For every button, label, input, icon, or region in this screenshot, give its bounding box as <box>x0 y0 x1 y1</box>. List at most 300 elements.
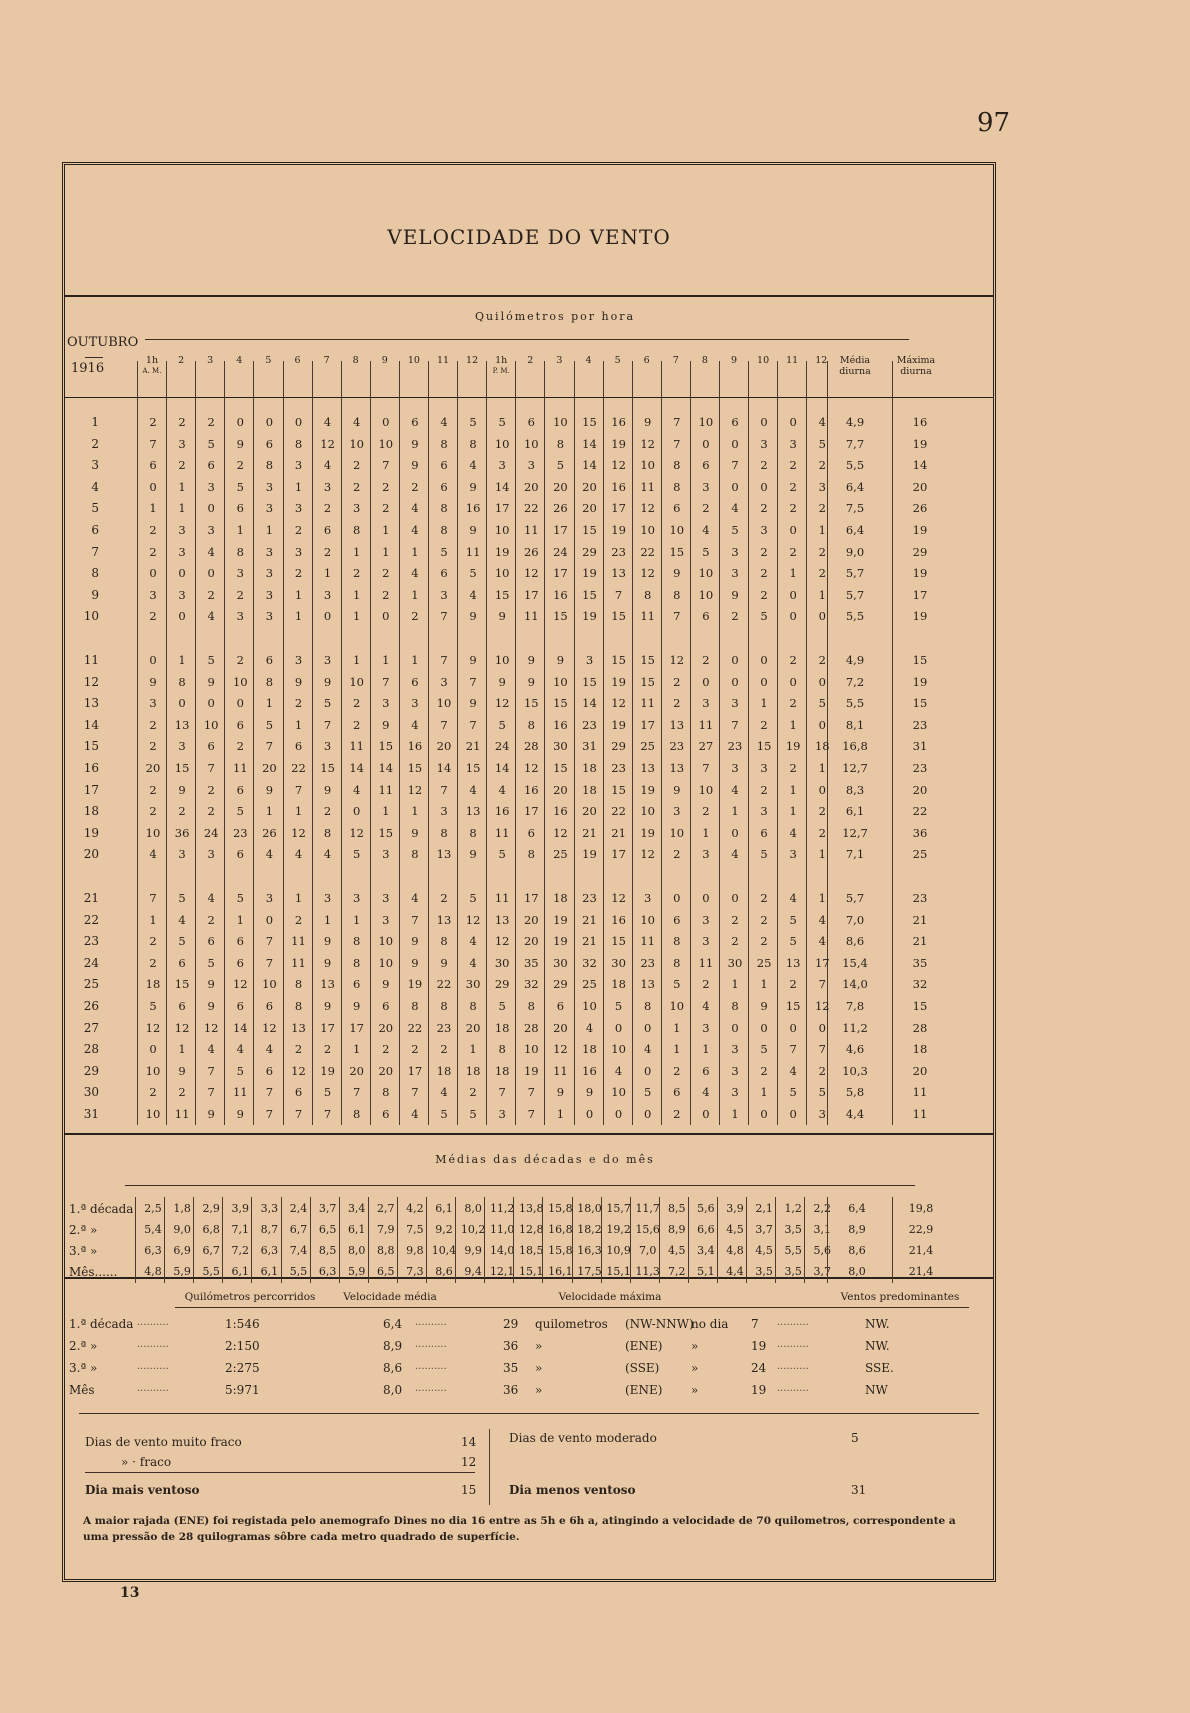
table-cell: 35 <box>523 955 539 970</box>
means-cell: 6,9 <box>173 1244 191 1257</box>
table-cell: 12 <box>553 1042 568 1057</box>
table-cell: 3 <box>149 587 157 602</box>
table-cell: 8,3 <box>845 782 865 797</box>
table-cell: 10 <box>262 977 277 992</box>
table-cell: 17 <box>407 1063 423 1078</box>
table-cell: 2 <box>702 501 710 516</box>
table-cell: 5 <box>236 479 244 494</box>
table-cell: 9 <box>469 479 477 494</box>
table-cell: 1 <box>673 1020 681 1035</box>
table-cell: 32 <box>523 977 539 992</box>
table-cell: 7,2 <box>845 674 865 689</box>
table-cell: 2 <box>353 458 361 473</box>
table-cell: 5 <box>323 696 332 711</box>
table-cell: 8 <box>382 1085 390 1100</box>
table-cell: 2 <box>469 1085 477 1100</box>
table-cell: 12 <box>814 999 830 1013</box>
table-cell: 12 <box>145 1020 161 1035</box>
table-cell: 2 <box>294 566 303 581</box>
table-cell: 15 <box>553 761 568 775</box>
table-cell: 9 <box>353 999 361 1013</box>
table-cell: 2 <box>818 1063 826 1078</box>
table-cell: 3 <box>731 544 739 559</box>
table-cell: 7 <box>323 1107 332 1121</box>
table-cell: 14 <box>232 1020 248 1035</box>
means-cell: 16,8 <box>548 1223 573 1236</box>
summary-wind: NW. <box>865 1317 890 1331</box>
table-cell: 9 <box>265 782 274 797</box>
table-cell: 2 <box>178 458 186 473</box>
means-cell: 16,1 <box>548 1265 573 1278</box>
day-number: 4 <box>91 479 99 494</box>
table-cell: 7 <box>527 1085 535 1100</box>
hour-col-label: 5 <box>614 355 621 366</box>
hour-col-label: 3 <box>556 355 563 366</box>
table-cell: 7,8 <box>845 999 865 1013</box>
table-cell: 19 <box>912 566 928 581</box>
table-cell: 3 <box>731 566 739 581</box>
table-cell: 19 <box>494 544 510 559</box>
means-cell: 9,0 <box>173 1223 191 1236</box>
day-number: 24 <box>83 955 99 970</box>
summary-dots: .......... <box>415 1361 447 1372</box>
table-cell: 9 <box>469 847 477 862</box>
table-cell: 1 <box>353 587 361 602</box>
table-cell: 5,5 <box>845 609 865 624</box>
table-cell: 18 <box>494 1063 510 1078</box>
means-cell: 4,2 <box>406 1202 424 1215</box>
table-cell: 6 <box>236 934 244 949</box>
table-cell: 9 <box>411 955 419 970</box>
table-cell: 17 <box>553 566 568 581</box>
group-label: Quilómetros por hora <box>474 310 636 323</box>
summary-unit: » <box>535 1361 543 1375</box>
table-cell: 8 <box>178 674 186 689</box>
table-cell: 11 <box>640 479 655 494</box>
table-cell: 7 <box>440 782 448 797</box>
table-cell: 1 <box>353 544 361 559</box>
table-cell: 5 <box>236 1063 244 1078</box>
table-cell: 1 <box>323 566 332 581</box>
table-cell: 10 <box>494 436 510 451</box>
table-cell: 6 <box>294 739 303 754</box>
table-cell: 3 <box>789 436 797 451</box>
table-cell: 16 <box>465 501 481 516</box>
table-cell: 2 <box>818 501 826 516</box>
table-cell: 15 <box>553 696 568 711</box>
hour-col-label: 4 <box>585 355 592 366</box>
days-fraco-label: » · fraco <box>121 1455 172 1469</box>
table-cell: 10 <box>232 674 248 689</box>
table-cell: 3 <box>760 436 768 451</box>
table-cell: 10 <box>640 912 655 927</box>
table-cell: 10 <box>611 1085 626 1100</box>
table-cell: 13 <box>640 761 655 775</box>
means-cell: 5,5 <box>289 1265 308 1278</box>
table-cell: 15 <box>912 999 928 1013</box>
table-cell: 7 <box>818 1042 826 1057</box>
table-cell: 1 <box>411 804 419 819</box>
table-cell: 2 <box>207 912 215 927</box>
table-cell: 2 <box>789 696 797 711</box>
day-number: 27 <box>83 1020 99 1035</box>
table-cell: 8 <box>644 999 652 1013</box>
table-cell: 1 <box>760 1085 768 1100</box>
table-cell: 10 <box>698 415 714 429</box>
table-cell: 15 <box>465 761 481 775</box>
table-cell: 1 <box>178 1042 186 1057</box>
table-cell: 4 <box>818 934 826 949</box>
table-cell: 2 <box>818 653 826 667</box>
means-cell: 2,1 <box>755 1202 773 1215</box>
means-cell: 18,0 <box>577 1202 602 1215</box>
table-cell: 19 <box>912 436 928 451</box>
table-cell: 30 <box>465 977 481 992</box>
hour-col-header <box>341 355 371 366</box>
table-cell: 7 <box>469 674 477 689</box>
table-cell: 3 <box>294 653 303 667</box>
table-cell: 20 <box>145 761 161 775</box>
table-cell: 4 <box>702 523 710 537</box>
table-cell: 2 <box>382 566 390 581</box>
table-cell: 21 <box>582 912 597 927</box>
hour-col-label: 8 <box>352 355 359 366</box>
table-cell: 4 <box>731 501 739 516</box>
means-cell: 2,2 <box>813 1202 832 1215</box>
table-cell: 19 <box>582 847 597 862</box>
table-cell: 5 <box>702 544 710 559</box>
means-cell: 6,3 <box>318 1265 337 1278</box>
table-cell: 13 <box>611 566 626 581</box>
means-cell: 2,9 <box>202 1202 220 1215</box>
table-cell: 4 <box>411 891 419 905</box>
summary-dots: .......... <box>415 1317 447 1328</box>
table-cell: 3 <box>382 847 390 862</box>
table-cell: 6 <box>760 825 768 840</box>
table-cell: 4 <box>411 501 419 516</box>
means-title: Médias das décadas e do mês <box>435 1153 655 1166</box>
table-cell: 2 <box>149 609 157 624</box>
table-cell: 30 <box>553 739 568 754</box>
table-cell: 15,4 <box>842 955 868 970</box>
table-cell: 10 <box>523 1042 539 1057</box>
table-cell: 15 <box>320 761 335 775</box>
hour-col-sub: P. M. <box>492 367 510 375</box>
table-cell: 1 <box>556 1107 565 1121</box>
table-cell: 3 <box>265 501 274 516</box>
means-cell: 4,5 <box>726 1223 744 1236</box>
table-cell: 10 <box>523 436 539 451</box>
table-cell: 11 <box>523 523 539 537</box>
table-cell: 24 <box>494 739 510 754</box>
table-cell: 8 <box>731 999 739 1013</box>
table-cell: 1 <box>236 523 244 537</box>
table-cell: 28 <box>912 1020 928 1035</box>
table-cell: 1 <box>294 717 303 732</box>
table-cell: 7 <box>265 739 274 754</box>
means-cell: 15,1 <box>606 1265 631 1278</box>
means-column-rule <box>659 1197 660 1283</box>
hour-col-label: 4 <box>236 355 243 366</box>
day-number: 29 <box>83 1063 99 1078</box>
table-cell: 10 <box>553 415 568 429</box>
table-cell: 13 <box>669 717 685 732</box>
table-cell: 4 <box>207 1042 215 1057</box>
means-cell: 6,5 <box>318 1223 337 1236</box>
day-number: 17 <box>83 782 99 797</box>
day-number: 11 <box>83 653 99 667</box>
table-cell: 8 <box>353 1107 361 1121</box>
table-cell: 12 <box>494 934 510 949</box>
table-cell: 9 <box>585 1085 594 1100</box>
table-cell: 10 <box>698 782 714 797</box>
table-cell: 28 <box>523 739 539 754</box>
table-cell: 10 <box>640 523 655 537</box>
table-cell: 10,3 <box>842 1063 868 1078</box>
means-cell: 6,4 <box>848 1202 866 1215</box>
table-cell: 11 <box>640 609 655 624</box>
table-cell: 9 <box>556 1085 565 1100</box>
table-cell: 4 <box>207 891 215 905</box>
table-cell: 1 <box>760 696 768 711</box>
table-cell: 30 <box>611 955 626 970</box>
day-number: 18 <box>83 804 99 819</box>
table-cell: 12 <box>262 1020 277 1035</box>
table-cell: 27 <box>698 739 714 754</box>
table-cell: 36 <box>174 825 190 840</box>
summary-km: 5:971 <box>225 1383 260 1397</box>
table-cell: 2 <box>149 804 157 819</box>
table-cell: 2 <box>178 1085 186 1100</box>
table-cell: 12 <box>174 1020 190 1035</box>
table-cell: 3 <box>731 1063 739 1078</box>
table-cell: 0 <box>702 436 710 451</box>
table-cell: 3 <box>294 501 303 516</box>
table-cell: 14,0 <box>842 977 868 992</box>
table-cell: 1 <box>236 912 244 927</box>
table-cell: 12 <box>640 566 655 581</box>
table-cell: 9 <box>411 934 419 949</box>
means-cell: 19,2 <box>606 1223 631 1236</box>
table-cell: 15 <box>407 761 423 775</box>
table-cell: 17 <box>814 955 830 970</box>
means-cell: 8,6 <box>435 1265 453 1278</box>
summary-dia: » <box>691 1383 699 1397</box>
table-cell: 8 <box>498 1042 506 1057</box>
day-number: 23 <box>83 934 99 949</box>
table-cell: 5 <box>498 415 506 429</box>
table-cell: 0 <box>207 696 215 711</box>
table-cell: 3 <box>323 739 332 754</box>
table-cell: 4 <box>702 999 710 1013</box>
table-cell: 5 <box>818 1085 826 1100</box>
table-cell: 2 <box>411 1042 419 1057</box>
table-cell: 21 <box>912 934 928 949</box>
table-cell: 15 <box>582 523 597 537</box>
table-cell: 18 <box>465 1063 481 1078</box>
table-cell: 2 <box>818 566 826 581</box>
table-cell: 3 <box>265 566 274 581</box>
table-cell: 26 <box>523 544 539 559</box>
table-cell: 6 <box>149 458 157 473</box>
page-title: VELOCIDADE DO VENTO <box>387 225 671 249</box>
table-cell: 12 <box>494 696 510 711</box>
table-cell: 2 <box>760 587 768 602</box>
table-cell: 3 <box>382 891 390 905</box>
table-cell: 3 <box>178 587 186 602</box>
means-cell: 21,4 <box>908 1244 934 1257</box>
table-cell: 15 <box>523 696 539 711</box>
table-cell: 12 <box>232 977 248 992</box>
table-cell: 10 <box>640 458 655 473</box>
summary-label: Mês <box>69 1383 95 1397</box>
days-muito-fraco-label: Dias de vento muito fraco <box>85 1435 242 1449</box>
table-cell: 15 <box>378 739 394 754</box>
table-cell: 15 <box>640 674 655 689</box>
means-cell: 8,5 <box>668 1202 686 1215</box>
table-cell: 3 <box>178 523 186 537</box>
table-cell: 12 <box>553 825 568 840</box>
means-cell: 6,7 <box>289 1223 308 1236</box>
table-cell: 2 <box>149 415 157 429</box>
table-cell: 2 <box>673 847 681 862</box>
table-cell: 1 <box>149 501 157 516</box>
table-cell: 5 <box>614 999 623 1013</box>
table-cell: 1 <box>382 523 390 537</box>
table-cell: 6 <box>236 717 244 732</box>
table-cell: 3 <box>236 609 244 624</box>
means-cell: 22,9 <box>908 1223 934 1236</box>
table-cell: 4 <box>440 415 448 429</box>
table-cell: 9 <box>207 674 215 689</box>
means-cell: 21,4 <box>908 1265 934 1278</box>
table-cell: 0 <box>236 696 244 711</box>
table-cell: 0 <box>818 1020 826 1035</box>
table-cell: 2 <box>789 458 797 473</box>
means-column-rule <box>542 1197 543 1283</box>
table-cell: 1 <box>702 825 710 840</box>
means-cell: 3,5 <box>755 1265 773 1278</box>
means-cell: 11,3 <box>635 1265 660 1278</box>
means-cell: 5,5 <box>784 1244 802 1257</box>
table-cell: 8 <box>556 436 565 451</box>
hour-col-label: 11 <box>436 355 450 366</box>
footnote: A maior rajada (ENE) foi registada pelo anemografo Dines no dia 16 entre as 5h e 6h a, atingindo a velocidade de 70 quilometros, correspondente a uma pressão de 28 quilogramas sôbre cada metro quadrado de superfície. <box>83 1515 956 1543</box>
table-cell: 5 <box>236 891 244 905</box>
means-column-rule <box>339 1197 340 1283</box>
table-cell: 3 <box>207 847 215 862</box>
table-cell: 2 <box>789 544 797 559</box>
table-cell: 7 <box>382 458 390 473</box>
table-cell: 0 <box>731 479 739 494</box>
table-cell: 0 <box>614 1020 623 1035</box>
table-cell: 1 <box>818 891 826 905</box>
table-cell: 25 <box>640 739 655 754</box>
table-cell: 11 <box>912 1107 928 1121</box>
table-cell: 5 <box>818 696 826 711</box>
table-cell: 2 <box>760 501 768 516</box>
days-moderado-value: 5 <box>851 1431 859 1445</box>
table-cell: 5 <box>556 458 565 473</box>
table-cell: 17 <box>611 501 626 516</box>
means-cell: 3,5 <box>784 1265 802 1278</box>
table-cell: 9 <box>323 674 332 689</box>
table-cell: 1 <box>353 609 361 624</box>
table-cell: 11 <box>291 955 306 970</box>
table-cell: 5 <box>789 934 797 949</box>
means-cell: 3,9 <box>231 1202 250 1215</box>
table-cell: 8 <box>673 955 681 970</box>
table-cell: 18 <box>912 1042 928 1057</box>
table-cell: 3 <box>440 587 448 602</box>
table-cell: 9 <box>469 653 477 667</box>
table-cell: 6 <box>731 415 739 429</box>
table-cell: 10 <box>378 436 394 451</box>
day-number: 7 <box>91 544 99 559</box>
table-cell: 6 <box>236 847 244 862</box>
means-cell: 2,5 <box>144 1202 162 1215</box>
table-cell: 2 <box>440 891 448 905</box>
table-cell: 1 <box>149 912 157 927</box>
hour-col-header <box>544 355 574 366</box>
group-rule <box>145 339 909 340</box>
table-cell: 3 <box>731 1042 739 1057</box>
table-cell: 5 <box>440 544 448 559</box>
means-cell: 12,8 <box>519 1223 544 1236</box>
table-cell: 18 <box>553 891 568 905</box>
table-cell: 13 <box>174 717 190 732</box>
hour-col-label: 1h <box>145 355 159 366</box>
table-cell: 10 <box>378 934 394 949</box>
table-cell: 0 <box>149 653 157 667</box>
table-cell: 0 <box>818 717 826 732</box>
means-cell: 5,9 <box>347 1265 366 1278</box>
day-number: 21 <box>83 891 99 905</box>
day-number: 3 <box>91 458 99 473</box>
table-cell: 4 <box>585 1020 594 1035</box>
table-cell: 2 <box>207 587 215 602</box>
table-cell: 1 <box>382 804 390 819</box>
table-cell: 1 <box>265 696 274 711</box>
table-cell: 4 <box>353 782 361 797</box>
table-cell: 6 <box>702 1063 710 1078</box>
summary-dots: .......... <box>415 1383 447 1394</box>
table-cell: 9 <box>236 1107 244 1121</box>
table-cell: 2 <box>323 544 332 559</box>
table-cell: 2 <box>236 587 244 602</box>
table-cell: 6 <box>673 912 681 927</box>
table-cell: 9 <box>673 566 681 581</box>
table-cell: 5,8 <box>845 1085 865 1100</box>
table-cell: 7 <box>731 458 739 473</box>
table-cell: 6 <box>265 436 274 451</box>
table-cell: 17 <box>611 847 626 862</box>
table-cell: 3 <box>149 696 157 711</box>
table-cell: 3 <box>323 479 332 494</box>
means-column-rule <box>193 1197 194 1283</box>
table-cell: 8 <box>440 501 448 516</box>
day-number: 5 <box>91 501 99 516</box>
table-cell: 1 <box>265 804 274 819</box>
table-cell: 1 <box>818 761 826 775</box>
table-cell: 11 <box>232 1085 248 1100</box>
summary-dots: .......... <box>137 1317 169 1328</box>
table-cell: 8 <box>673 587 681 602</box>
table-cell: 22 <box>640 544 655 559</box>
table-cell: 6 <box>207 739 215 754</box>
table-cell: 0 <box>149 479 157 494</box>
table-cell: 2 <box>382 501 390 516</box>
